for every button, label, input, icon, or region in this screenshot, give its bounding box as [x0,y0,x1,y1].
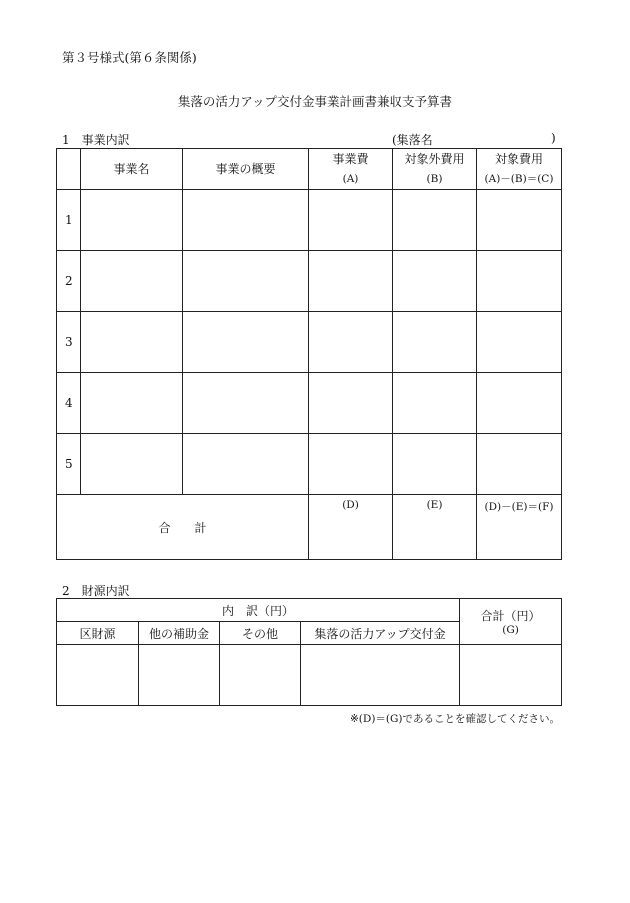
header-project-cost [309,149,393,190]
cell-project-name[interactable] [81,190,183,251]
cell-target-cost[interactable] [477,373,562,434]
table-row [57,312,562,373]
header-project-name: 事業名 [81,149,183,190]
cell-project-overview[interactable] [183,312,309,373]
funding-total-label: 合計（円） [480,609,541,623]
total-f[interactable]: (D)－(E)＝(F) [477,495,562,560]
cell-project-cost[interactable] [309,312,393,373]
cell-ward-funds[interactable] [57,645,139,706]
row-number: 5 [57,434,81,495]
table-row [57,251,562,312]
project-breakdown-table [56,148,562,560]
header-project-overview: 事業の概要 [183,149,309,190]
header-number [57,149,81,190]
funding-total-header [460,599,562,645]
row-number: 1 [57,190,81,251]
cell-project-name[interactable] [81,434,183,495]
table-row [57,434,562,495]
cell-other[interactable] [220,645,301,706]
document-title: 集落の活力アップ交付金事業計画書兼収支予算書 [177,94,453,109]
cell-project-overview[interactable] [183,190,309,251]
row-number: 4 [57,373,81,434]
cell-target-cost[interactable] [477,434,562,495]
header-excluded-code: (B) [426,173,443,185]
cell-grant[interactable] [301,645,460,706]
section1-heading: 1 事業内訳 [62,133,130,147]
table-header-row [57,149,562,190]
row-number: 3 [57,312,81,373]
form-number: 第３号様式(第６条関係) [62,50,197,65]
cell-target-cost[interactable] [477,312,562,373]
cell-project-overview[interactable] [183,251,309,312]
funding-header-row [57,599,562,622]
total-row [57,495,562,560]
cell-target-cost[interactable] [477,190,562,251]
header-target-formula: (A)－(B)＝(C) [484,173,554,185]
total-label: 合 計 [57,495,309,560]
header-cost-code: (A) [342,173,359,185]
header-ward-funds: 区財源 [57,622,139,645]
header-excluded-label: 対象外費用 [404,152,465,166]
cell-project-cost[interactable] [309,434,393,495]
header-target-label: 対象費用 [494,152,543,166]
section2-heading: 2 財源内訳 [62,584,130,598]
funding-breakdown-table [56,598,562,706]
cell-excluded-cost[interactable] [393,312,477,373]
total-e[interactable]: (E) [393,495,477,560]
funding-total-code: (G) [502,624,519,636]
header-grant: 集落の活力アップ交付金 [301,622,460,645]
table-row [57,190,562,251]
cell-excluded-cost[interactable] [393,373,477,434]
cell-project-overview[interactable] [183,373,309,434]
cell-excluded-cost[interactable] [393,251,477,312]
cell-project-cost[interactable] [309,251,393,312]
cell-project-cost[interactable] [309,190,393,251]
confirmation-note: ※(D)＝(G)であることを確認してください。 [350,713,560,725]
cell-project-name[interactable] [81,373,183,434]
cell-project-cost[interactable] [309,373,393,434]
header-other-subsidy: 他の補助金 [139,622,220,645]
header-other: その他 [220,622,301,645]
cell-excluded-cost[interactable] [393,434,477,495]
breakdown-header: 内 訳（円） [57,599,460,622]
village-name-label: (集落名 [392,133,433,147]
village-name-close: ) [551,131,556,145]
cell-excluded-cost[interactable] [393,190,477,251]
header-cost-label: 事業費 [332,152,369,166]
total-d[interactable]: (D) [309,495,393,560]
cell-funding-total[interactable] [460,645,562,706]
funding-value-row [57,645,562,706]
row-number: 2 [57,251,81,312]
header-excluded-cost [393,149,477,190]
header-target-cost [477,149,562,190]
cell-project-name[interactable] [81,251,183,312]
cell-project-name[interactable] [81,312,183,373]
cell-target-cost[interactable] [477,251,562,312]
cell-project-overview[interactable] [183,434,309,495]
table-row [57,373,562,434]
cell-other-subsidy[interactable] [139,645,220,706]
